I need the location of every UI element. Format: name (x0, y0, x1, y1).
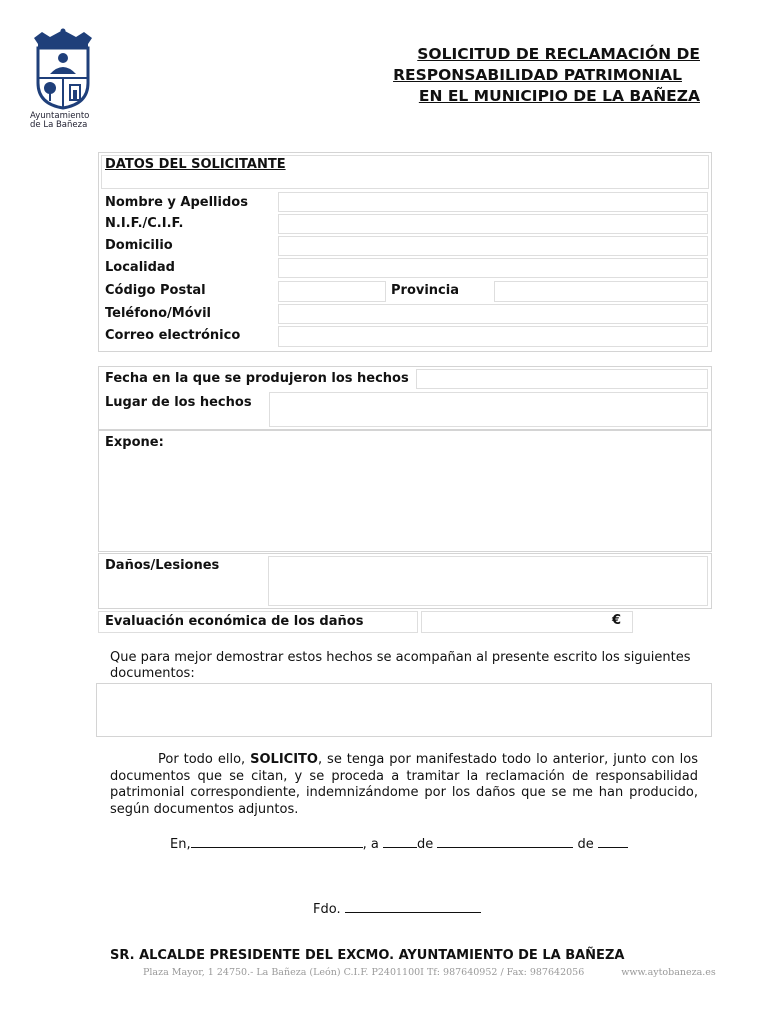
request-paragraph (110, 752, 698, 818)
input-fecha-hechos[interactable] (416, 369, 708, 389)
label-expone: Expone: (105, 435, 164, 450)
label-domicilio: Domicilio (105, 238, 173, 253)
label-evaluacion: Evaluación económica de los daños (105, 614, 364, 629)
date-en: En, (170, 837, 191, 852)
label-telefono: Teléfono/Móvil (105, 306, 212, 321)
month-blank[interactable] (437, 835, 573, 848)
input-provincia[interactable] (494, 281, 708, 302)
label-provincia: Provincia (391, 283, 459, 298)
label-fecha-hechos: Fecha en la que se produjeron los hechos (105, 371, 409, 386)
label-codigo-postal: Código Postal (105, 283, 206, 298)
logo-caption-line-2: de La Bañeza (30, 120, 88, 130)
signature-label: Fdo. (313, 902, 341, 917)
date-line (170, 835, 628, 852)
title-line-2: RESPONSABILIDAD PATRIMONIAL (393, 66, 682, 84)
input-lugar-hechos[interactable] (269, 392, 708, 427)
documents-box[interactable] (96, 683, 712, 737)
input-nif[interactable] (278, 214, 708, 234)
applicant-section-heading: DATOS DEL SOLICITANTE (105, 157, 286, 172)
signature-blank[interactable] (345, 900, 481, 913)
label-localidad: Localidad (105, 260, 175, 275)
input-codigo-postal[interactable] (278, 281, 386, 302)
input-telefono[interactable] (278, 304, 708, 324)
signature-line (313, 900, 481, 917)
day-blank[interactable] (383, 835, 417, 848)
footer-address-text: Plaza Mayor, 1 24750.- La Bañeza (León) C.I.F. P2401100I Tf: 987640952 / Fax: 987642056 (143, 967, 585, 978)
input-danos[interactable] (268, 556, 708, 606)
paragraph-solicito: SOLICITO (250, 752, 318, 767)
label-nif: N.I.F./C.I.F. (105, 216, 184, 231)
footer-recipient: SR. ALCALDE PRESIDENTE DEL EXCMO. AYUNTAMIENTO DE LA BAÑEZA (110, 948, 625, 963)
input-correo[interactable] (278, 326, 708, 347)
label-nombre: Nombre y Apellidos (105, 195, 248, 210)
title-line-1: SOLICITUD DE RECLAMACIÓN DE (417, 45, 700, 63)
documents-note: Que para mejor demostrar estos hechos se acompañan al presente escrito los siguientes documentos: (110, 650, 691, 681)
input-domicilio[interactable] (278, 236, 708, 256)
label-danos: Daños/Lesiones (105, 558, 220, 573)
document-title (360, 44, 700, 107)
label-correo: Correo electrónico (105, 328, 241, 343)
coat-of-arms-icon (28, 28, 98, 110)
date-de-1: de (416, 837, 434, 852)
place-blank[interactable] (191, 835, 363, 848)
paragraph-after: , se tenga por manifestado todo lo anterior, junto con los documentos que se citan, y se proceda a tramitar la reclamación de responsabilidad patrimonial correspondiente, indemnizándome por los daños que se me han producido, según documentos adjuntos. (110, 752, 698, 817)
year-blank[interactable] (598, 835, 628, 848)
expone-box[interactable] (98, 430, 712, 552)
logo-caption (30, 112, 89, 130)
footer-web: www.aytobaneza.es (621, 967, 716, 978)
input-nombre[interactable] (278, 192, 708, 212)
currency-symbol: € (612, 613, 622, 628)
logo-caption-line-1: Ayuntamiento (30, 111, 90, 121)
input-evaluacion[interactable] (421, 611, 633, 633)
title-line-3: EN EL MUNICIPIO DE LA BAÑEZA (418, 87, 700, 105)
paragraph-before: Por todo ello, (158, 752, 251, 767)
footer-address (143, 967, 716, 978)
date-a: , a (362, 837, 379, 852)
label-lugar-hechos: Lugar de los hechos (105, 395, 252, 410)
date-de-2: de (577, 837, 594, 852)
input-localidad[interactable] (278, 258, 708, 278)
